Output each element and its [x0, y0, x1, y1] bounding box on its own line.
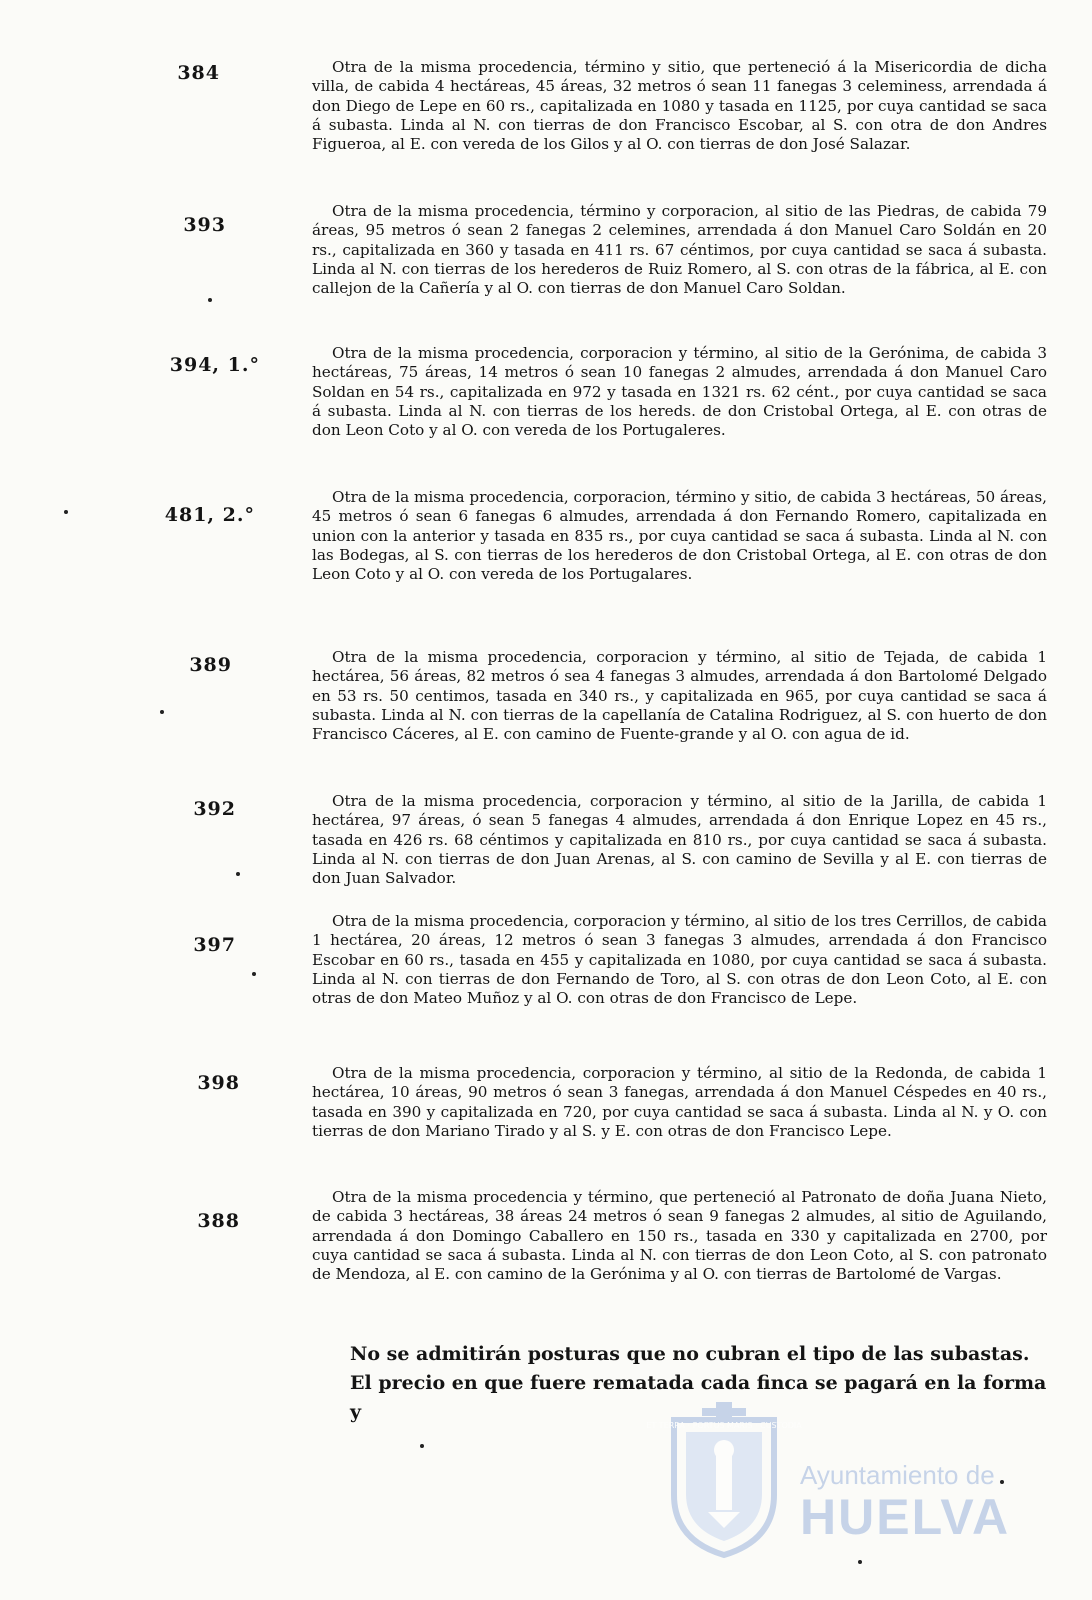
entry-number: 393: [183, 214, 226, 236]
entry-text: Otra de la misma procedencia, término y corporacion, al sitio de las Piedras, de cabida 79 áreas, 95 metros ó sean 2 fanegas 2 celemines, arrendada á don Manuel Caro Soldán en 20 rs., capitalizada en 360 y tasada en 411 rs. 67 céntimos, por cuya cantidad se saca á subasta. Linda al N. con tierras de los herederos de Ruiz Romero, al S. con otras de la fábrica, al E. con callejon de la Cañería y al O. con tierras de don Manuel Caro Soldan.: [312, 202, 1047, 298]
entry-text: Otra de la misma procedencia, corporacion, término y sitio, de cabida 3 hectáreas, 50 áreas, 45 metros ó sean 6 fanegas 6 almudes, arrendada á don Fernando Romero, capitalizada en union con la anterior y tasada en 835 rs., por cuya cantidad se saca á subasta. Linda al N. con las Bodegas, al S. con tierras de los herederos de don Cristobal Ortega, al E. con otras de don Leon Coto y al O. con vereda de los Portugalares.: [312, 488, 1047, 584]
seal-text: ET TERRA · PORTUS MARIS · CUSTODIA: [646, 1421, 802, 1430]
speck: [64, 510, 68, 514]
speck: [252, 972, 256, 976]
entry-text: Otra de la misma procedencia y término, que perteneció al Patronato de doña Juana Nieto, de cabida 3 hectáreas, 38 áreas 24 metros ó sean 9 fanegas 2 almudes, al sitio de Aguilando, arrendada á don Domingo Caballero en 150 rs., tasada en 330 y capitalizada en 2700, por cuya cantidad se saca á subasta. Linda al N. con tierras de don Leon Coto, al S. con patronato de Mendoza, al E. con camino de la Gerónima y al O. con tierras de Bartolomé de Vargas.: [312, 1188, 1047, 1284]
entry-text: Otra de la misma procedencia, corporacion y término, al sitio de la Gerónima, de cabida 3 hectáreas, 75 áreas, 14 metros ó sean 10 fanegas 2 almudes, arrendada á don Manuel Caro Soldan en 54 rs., capitalizada en 972 y tasada en 1321 rs. 62 cént., por cuya cantidad se saca á subasta. Linda al N. con tierras de los hereds. de don Cristobal Ortega, al E. con otras de don Leon Coto y al O. con vereda de los Portugaleres.: [312, 344, 1047, 440]
closing-line: No se admitirán posturas que no cubran el tipo de las subastas.: [350, 1343, 1030, 1365]
entry-number: 397: [193, 934, 236, 956]
speck: [858, 1560, 862, 1564]
watermark-line1: Ayuntamiento de: [800, 1460, 995, 1490]
entry-text: Otra de la misma procedencia, corporacion y término, al sitio de la Redonda, de cabida 1 hectárea, 10 áreas, 90 metros ó sean 3 fanegas, arrendada á don Manuel Céspedes en 40 rs., tasada en 390 y capitalizada en 720, por cuya cantidad se saca á subasta. Linda al N. y O. con tierras de don Mariano Tirado y al S. y E. con otras de don Francisco Lepe.: [312, 1064, 1047, 1140]
speck: [420, 1444, 424, 1448]
entry-text: Otra de la misma procedencia, corporacion y término, al sitio de la Jarilla, de cabida 1 hectárea, 97 áreas, ó sean 5 fanegas 4 almudes, arrendada á don Enrique Lopez en 45 rs., tasada en 426 rs. 68 céntimos y capitalizada en 810 rs., por cuya cantidad se saca á subasta. Linda al N. con tierras de don Juan Arenas, al S. con camino de Sevilla y al E. con tierras de don Juan Salvador.: [312, 792, 1047, 888]
watermark: [646, 1400, 1064, 1560]
entry-number: 384: [177, 62, 220, 84]
entry-text: Otra de la misma procedencia, corporacion y término, al sitio de los tres Cerrillos, de cabida 1 hectárea, 20 áreas, 12 metros ó sean 3 fanegas 3 almudes, arrendada á don Francisco Escobar en 60 rs., tasada en 455 y capitalizada en 1080, por cuya cantidad se saca á subasta. Linda al N. con tierras de don Fernando de Toro, al S. con otras de don Leon Coto, al E. con otras de don Mateo Muñoz y al O. con otras de don Francisco de Lepe.: [312, 912, 1047, 1008]
speck: [160, 710, 164, 714]
entry-number: 389: [189, 654, 232, 676]
entry-text: Otra de la misma procedencia, corporacion y término, al sitio de Tejada, de cabida 1 hectárea, 56 áreas, 82 metros ó sea 4 fanegas 3 almudes, arrendada á don Bartolomé Delgado en 53 rs. 50 centimos, tasada en 340 rs., y capitalizada en 965, por cuya cantidad se saca á subasta. Linda al N. con tierras de la capellanía de Catalina Rodriguez, al S. con huerto de don Francisco Cáceres, al E. con camino de Fuente-grande y al O. con agua de id.: [312, 648, 1047, 744]
entry-number: 398: [197, 1072, 240, 1094]
entry-number: 388: [197, 1210, 240, 1232]
entry-number: 481, 2.°: [164, 504, 255, 526]
city-seal-icon: [646, 1400, 802, 1560]
entry-number: 392: [193, 798, 236, 820]
speck: [1000, 1480, 1004, 1484]
speck: [208, 298, 212, 302]
closing-line: El precio en que fuere rematada cada finca se pagará en la forma y: [350, 1372, 1047, 1423]
watermark-line2: HUELVA: [800, 1489, 1011, 1545]
entry-text: Otra de la misma procedencia, término y sitio, que perteneció á la Misericordia de dicha villa, de cabida 4 hectáreas, 45 áreas, 32 metros ó sean 11 fanegas 3 celeminess, arrendada á don Diego de Lepe en 60 rs., capitalizada en 1080 y tasada en 1125, por cuya cantidad se saca á subasta. Linda al N. con tierras de don Francisco Escobar, al S. con otra de don Andres Figueroa, al E. con vereda de los Gilos y al O. con tierras de don José Salazar.: [312, 58, 1047, 154]
speck: [236, 872, 240, 876]
entry-number: 394, 1.°: [169, 354, 260, 376]
